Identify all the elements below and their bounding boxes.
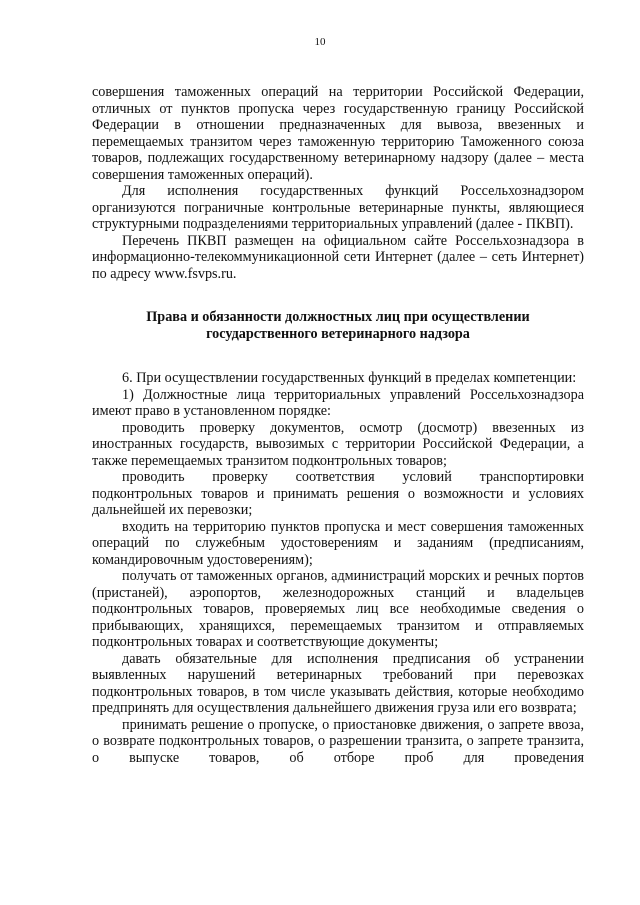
page-number: 10	[314, 36, 326, 48]
paragraph-check-documents: проводить проверку документов, осмотр (досмотр) ввезенных из иностранных государств, вывозимых с территории Российской Федерации, а также перемещаемых транзитом подконтрольных товаров;	[92, 419, 584, 469]
section-heading	[92, 309, 584, 343]
paragraph-enter-territory: входить на территорию пунктов пропуска и мест совершения таможенных операций по служебным удостоверениям и заданиям (предписаниям, командировочным удостоверениям);	[92, 518, 584, 568]
paragraph-make-decisions: принимать решение о пропуске, о приостановке движения, о запрете ввоза, о возврате подконтрольных товаров, о разрешении транзита, о запрете транзита, о выпуске товаров, об отборе проб для проведения	[92, 716, 584, 766]
paragraph-customs-places: совершения таможенных операций на территории Российской Федерации, отличных от пунктов пропуска через государственную границу Российской Федерации в отношении предназначенных для вывоза, ввезенных и перемещаемых транзитом через таможенную территорию Таможенного союза товаров, подлежащих государственному ветеринарному надзору (далее – места совершения таможенных операций).	[92, 84, 584, 183]
section-body	[92, 370, 584, 766]
paragraph-pkvp-list: Перечень ПКВП размещен на официальном сайте Россельхознадзора в информационно-телекоммуникационной сети Интернет (далее – сеть Интернет) по адресу www.fsvps.ru.	[92, 232, 584, 282]
document-body	[92, 84, 584, 766]
section-heading-line-1: Права и обязанности должностных лиц при осуществлении	[146, 309, 530, 325]
paragraph-check-transport: проводить проверку соответствия условий транспортировки подконтрольных товаров и принимать решения о возможности и условиях дальнейшей их перевозки;	[92, 469, 584, 518]
paragraph-item-6-1: 1) Должностные лица территориальных управлений Россельхознадзора имеют право в установленном порядке:	[92, 386, 584, 419]
paragraph-issue-orders: давать обязательные для исполнения предписания об устранении выявленных нарушений ветеринарных требований при перевозках подконтрольных товаров, в том числе указывать действия, которые необходимо предпринять для осуществления дальнейшего движения груза или его возврата;	[92, 650, 584, 716]
paragraph-item-6: 6. При осуществлении государственных функций в пределах компетенции:	[122, 370, 577, 386]
paragraph-pkvp-organization: Для исполнения государственных функций Россельхознадзором организуются пограничные контрольные ветеринарные пункты, являющиеся структурными подразделениями территориальных управлений (далее - ПКВП).	[92, 183, 584, 232]
paragraph-obtain-information: получать от таможенных органов, администраций морских и речных портов (пристаней), аэропортов, железнодорожных станций и владельцев подконтрольных товаров, проверяемых лиц все необходимые сведения о прибывающих, хранящихся, перемещаемых транзитом и отправляемых подконтрольных товарах и соответствующие документы;	[92, 568, 584, 650]
section-heading-line-2: государственного ветеринарного надзора	[206, 326, 470, 342]
